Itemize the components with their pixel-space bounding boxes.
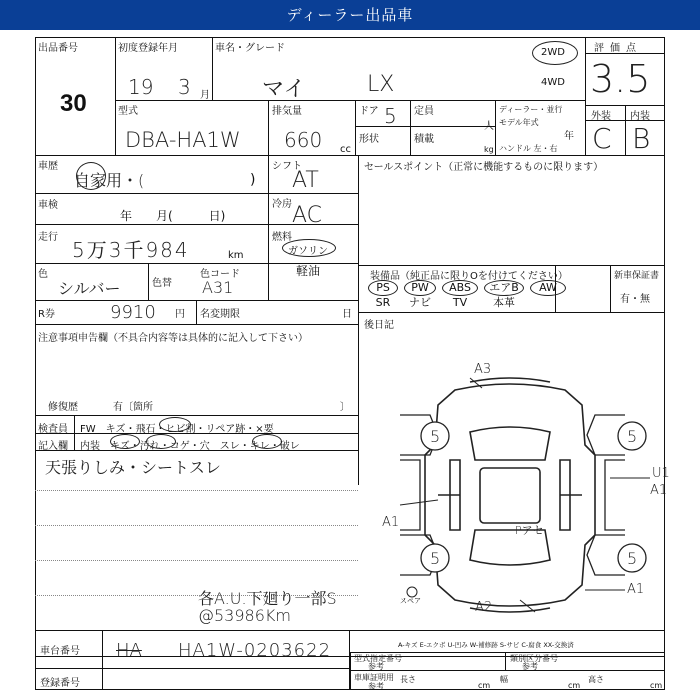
equipment-row-2 (368, 296, 608, 312)
sales-point-label: セールスポイント（正常に機能するものに限ります） (364, 162, 604, 173)
color-value: シルバー (58, 279, 121, 298)
rename-label: 名変期限 (200, 309, 240, 320)
stain-circle (146, 434, 176, 449)
mileage-label: 走行 (38, 232, 58, 243)
handwritten-undercarriage-note: 各A.U.下廻り一部S (198, 589, 337, 608)
tire-rear-right: 5 (627, 549, 638, 568)
first-reg-year: 19 (128, 75, 154, 99)
ac-value: AC (292, 203, 323, 228)
load-label: 積載 (414, 134, 434, 145)
displacement-label: 排気量 (272, 106, 302, 117)
color-label: 色 (38, 269, 48, 280)
diagram-mark-bottom-right: A1 (627, 582, 645, 597)
equipment-row-1 (368, 280, 608, 296)
equipment-item: ナビ (409, 296, 431, 309)
history-close: ) (250, 172, 256, 188)
recycle-value: 9910 (110, 302, 156, 323)
scratch-circle (110, 434, 140, 449)
equipment-item: PW (404, 280, 436, 296)
length-label: 長さ (400, 675, 416, 684)
handle-label: ハンドル 左・右 (499, 144, 558, 153)
chassis-label: 車台番号 (40, 646, 80, 657)
diagram-mark-top: A3 (474, 362, 492, 377)
fuel-diesel: 軽油 (296, 264, 321, 278)
equipment-item: エアB (484, 280, 524, 296)
mileage-unit: km (228, 250, 244, 261)
model-year-label: モデル年式 (499, 118, 539, 127)
width-unit: cm (568, 681, 581, 690)
spec-number-label: 型式指定番号 (354, 654, 402, 663)
handwritten-mileage-note: @53986Km (198, 606, 291, 625)
diagram-mark-right-a: A1 (650, 483, 668, 498)
class-number-label: 類別区分番号 (510, 654, 558, 663)
model-value: DBA-HA1W (125, 128, 241, 152)
rear-note-label: 後日記 (364, 320, 394, 331)
diagram-mark-bottom: A2 (475, 600, 493, 615)
history-label: 車歴 (38, 161, 58, 172)
car-name-label: 車名・グレード (215, 43, 285, 54)
notes-label: 注意事項申告欄（不具合内容等は具体的に記入して下さい） (38, 333, 308, 344)
fuel-label: 燃料 (272, 232, 292, 243)
shift-value: AT (292, 168, 319, 193)
equipment-item: 本革 (493, 296, 515, 309)
color-code-value: A31 (202, 278, 234, 297)
mileage-value: 5万3千984 (72, 238, 190, 262)
capacity-unit: 人 (484, 121, 494, 132)
color-change-label: 色替 (152, 278, 172, 289)
tire-front-left: 5 (430, 427, 441, 446)
exterior-label: 外装 (591, 111, 611, 122)
lot-label: 出品番号 (38, 43, 78, 54)
garage-cert-ref: 参考 (368, 682, 384, 691)
dealer-label: ディーラー・並行 (499, 105, 563, 114)
height-label: 高さ (588, 675, 604, 684)
inspection-label: 車検 (38, 200, 58, 211)
door-value: 5 (384, 104, 397, 128)
length-unit: cm (478, 681, 491, 690)
diagram-mark-right-u: U1 (652, 466, 670, 481)
entry-label: 記入欄 (38, 441, 68, 452)
class-number-ref: 参考 (522, 662, 538, 671)
chassis-struck: HA (116, 640, 142, 661)
equipment-item: AW (530, 280, 566, 296)
width-label: 幅 (500, 675, 508, 684)
tire-front-right: 5 (627, 427, 638, 446)
recycle-label: R券 (38, 309, 55, 320)
first-reg-month: 3 (178, 75, 191, 99)
car-name-value: マイ (262, 77, 306, 102)
car-grade-value: LX (367, 72, 395, 97)
repair-label: 修復歴 (48, 402, 78, 413)
handwritten-interior-note: 天張りしみ・シートスレ (45, 458, 221, 477)
interior-label: 内装 (630, 111, 650, 122)
lot-number: 30 (60, 90, 87, 117)
history-value: 自家用・( (74, 171, 145, 190)
equipment-label: 装備品（純正品に限りOを付けてください） (370, 271, 568, 282)
inspection-date: 年 月( 日) (120, 209, 226, 223)
door-label: ドア (359, 106, 379, 117)
warranty-label: 新車保証書 (614, 271, 660, 281)
repair-close: 〕 (340, 402, 350, 413)
first-reg-label: 初度登録年月 (118, 43, 178, 54)
interior-grade: B (632, 122, 651, 155)
car-damage-diagram (360, 360, 668, 630)
diagram-mark-left: A1 (382, 515, 400, 530)
flying-stone-circle (159, 417, 191, 432)
height-unit: cm (650, 681, 663, 690)
equipment-item: ABS (442, 280, 478, 296)
year-unit: 年 (564, 131, 574, 142)
diagram-mark-center: Pアセ (515, 524, 544, 537)
equipment-item: TV (452, 296, 468, 309)
color-code-label: 色コード (200, 269, 240, 280)
drive-2wd: 2WD (541, 47, 565, 58)
exterior-check-row: FW キズ・飛石・ヒビ割・リペア跡・×要 (80, 424, 274, 435)
drive-4wd: 4WD (541, 77, 565, 88)
capacity-label: 定員 (414, 106, 434, 117)
repair-value: 有〔箇所 (113, 402, 153, 413)
rename-unit: 日 (342, 309, 352, 320)
score-label: 評価点 (594, 43, 642, 54)
recycle-unit: 円 (175, 309, 185, 320)
displacement-unit: cc (340, 144, 351, 155)
garage-cert-label: 車庫証明用 (354, 673, 394, 682)
spare-label: スペア (400, 597, 421, 605)
load-unit: kg (484, 145, 494, 154)
tire-rear-left: 5 (430, 549, 441, 568)
chassis-number: HA1W-0203622 (178, 640, 332, 661)
equipment-item: PS (368, 280, 398, 296)
shape-label: 形状 (359, 134, 379, 145)
registration-label: 登録番号 (40, 678, 80, 689)
ac-label: 冷房 (272, 199, 292, 210)
damage-legend: A-キズ E-エクボ U-凹み W-補修跡 S-サビ C-腐食 XX-交換済 (398, 641, 574, 649)
fuel-value: ガソリン (288, 246, 328, 257)
score-value: 3.5 (590, 57, 651, 101)
page-title: ディーラー出品車 (0, 0, 700, 30)
inspector-label: 検査員 (38, 424, 68, 435)
month-unit: 月 (200, 90, 210, 101)
exterior-grade: C (592, 122, 612, 155)
equipment-item: SR (375, 296, 391, 309)
displacement-value: 660 (284, 128, 323, 152)
warranty-value: 有・無 (620, 294, 650, 305)
interior-check-row: 内装 キズ・汚れ・コゲ・穴 スレ・キレ・破レ (80, 441, 300, 452)
wear-circle (252, 434, 282, 449)
shift-label: シフト (272, 161, 302, 172)
spec-number-ref: 参考 (368, 662, 384, 671)
model-label: 型式 (118, 106, 138, 117)
